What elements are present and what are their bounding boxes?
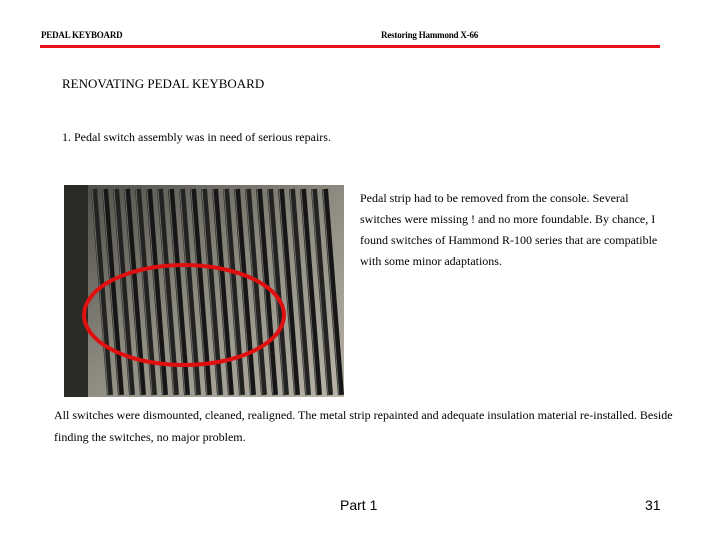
header-left-title: PEDAL KEYBOARD bbox=[41, 30, 123, 40]
summary-text: All switches were dismounted, cleaned, realigned. The metal strip repainted and adequate insulation material re-installed. Beside finding the switches, no major problem. bbox=[54, 408, 673, 444]
section-title: RENOVATING PEDAL KEYBOARD bbox=[62, 76, 265, 91]
pedal-strip-photo bbox=[64, 185, 344, 397]
footer-part-label: Part 1 bbox=[340, 497, 378, 513]
page-number: 31 bbox=[645, 497, 661, 513]
photo-left-shadow bbox=[64, 185, 88, 397]
pedal-strip-illustration bbox=[64, 185, 344, 397]
description-text: Pedal strip had to be removed from the console. Several switches were missing ! and no more foundable. By chance, I found switches of Hammond R-100 series that are compatible with some minor adaptations. bbox=[360, 191, 658, 268]
header-right-title: Restoring Hammond X-66 bbox=[381, 30, 479, 40]
header-rule bbox=[40, 45, 660, 48]
step-text: 1. Pedal switch assembly was in need of serious repairs. bbox=[62, 130, 331, 144]
